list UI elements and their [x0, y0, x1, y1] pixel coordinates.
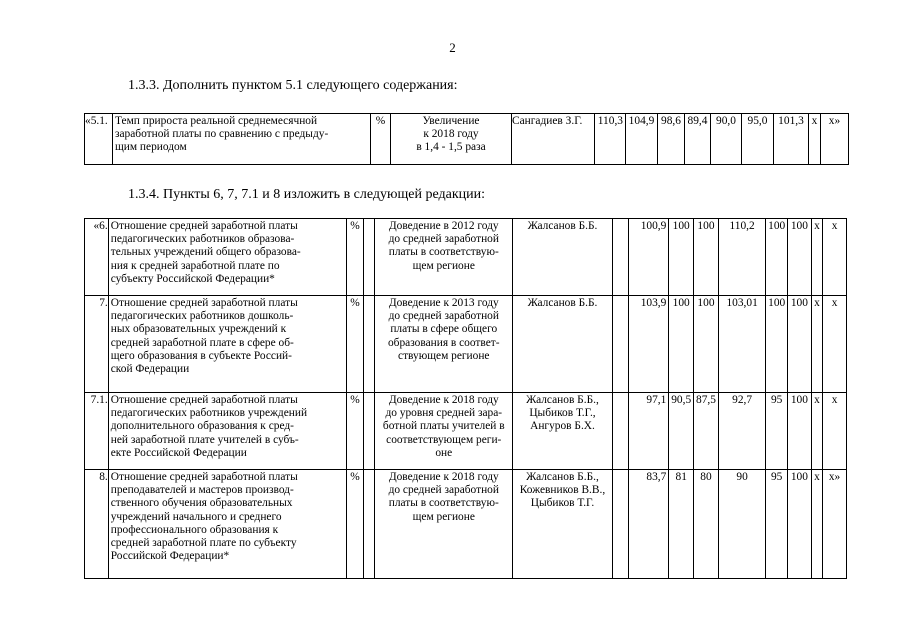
value-cell: 101,3 [774, 114, 809, 165]
row-number: 8. [85, 470, 109, 579]
value-cell: 100 [669, 219, 694, 296]
value-cell: х [811, 219, 822, 296]
target-cell: Доведение к 2018 году до уровня средней зара- ботной платы учителей в соответствующем реги- оне [375, 393, 513, 470]
value-cell: 98,6 [658, 114, 685, 165]
table-row [85, 393, 847, 470]
value-cell: 100 [788, 393, 812, 470]
value-cell: 100,9 [629, 219, 669, 296]
table-indicator-5-1 [84, 113, 849, 165]
row-number: 7.1. [85, 393, 109, 470]
section-heading-1-3-4: 1.3.4. Пункты 6, 7, 7.1 и 8 изложить в следующей редакции: [128, 187, 486, 202]
responsible-cell: Жалсанов Б.Б. [513, 219, 612, 296]
unit-cell: % [347, 393, 364, 470]
value-cell: 103,01 [718, 296, 765, 393]
value-cell: 90,0 [711, 114, 742, 165]
value-cell: 81 [669, 470, 694, 579]
unit-cell: % [371, 114, 391, 165]
value-cell: х» [823, 470, 847, 579]
table-row [85, 296, 847, 393]
value-cell: 100 [788, 470, 812, 579]
value-cell: 95 [766, 393, 788, 470]
value-cell: х [823, 219, 847, 296]
value-cell [612, 470, 629, 579]
value-cell: 87,5 [694, 393, 719, 470]
value-cell [612, 219, 629, 296]
table-indicators-6-8 [84, 218, 847, 579]
value-cell: х» [821, 114, 849, 165]
value-cell [612, 393, 629, 470]
responsible-cell: Жалсанов Б.Б., Цыбиков Т.Г., Ангуров Б.Х. [513, 393, 612, 470]
responsible-cell: Жалсанов Б.Б. [513, 296, 612, 393]
indicator-name: Отношение средней заработной платы педагогических работников учреждений дополнительного образования к сред- ней заработной плате учителей в субъ- екте Российской Федерации [108, 393, 347, 470]
page-number: 2 [449, 40, 456, 55]
table-row [85, 470, 847, 579]
value-cell: 83,7 [629, 470, 669, 579]
indicator-name: Отношение средней заработной платы педагогических работников образова- тельных учреждений общего образова- ния к средней заработной плате по субъекту Российской Федерации* [108, 219, 347, 296]
target-cell: Доведение к 2013 году до средней заработной платы в сфере общего образования в соответ- ствующем регионе [375, 296, 513, 393]
value-cell: 97,1 [629, 393, 669, 470]
unit-cell: % [347, 296, 364, 393]
value-cell: 100 [788, 219, 812, 296]
value-cell: 103,9 [629, 296, 669, 393]
table-row [85, 219, 847, 296]
value-cell: 104,9 [626, 114, 658, 165]
indicator-name: Отношение средней заработной платы преподавателей и мастеров производ- ственного обучения образовательных учреждений начального и среднего профессионального образования к средней заработной плате по субъекту Российской Федерации* [108, 470, 347, 579]
value-cell: 110,2 [718, 219, 765, 296]
value-cell: х [811, 296, 822, 393]
value-cell [612, 296, 629, 393]
target-cell: Увеличение к 2018 году в 1,4 - 1,5 раза [391, 114, 512, 165]
value-cell: 100 [694, 296, 719, 393]
responsible-cell: Сангадиев З.Г. [512, 114, 595, 165]
value-cell: 100 [788, 296, 812, 393]
value-cell: 80 [694, 470, 719, 579]
responsible-cell: Жалсанов Б.Б., Кожевников В.В., Цыбиков Т.Г. [513, 470, 612, 579]
value-cell: 110,3 [595, 114, 626, 165]
section-heading-1-3-3: 1.3.3. Дополнить пунктом 5.1 следующего содержания: [128, 78, 458, 93]
target-cell: Доведение к 2018 году до средней заработной платы в соответствую- щем регионе [375, 470, 513, 579]
value-cell: 92,7 [718, 393, 765, 470]
unit-cell: % [347, 219, 364, 296]
row-number: «6. [85, 219, 109, 296]
spacer-cell [363, 219, 374, 296]
value-cell: 90 [718, 470, 765, 579]
value-cell: 100 [669, 296, 694, 393]
value-cell: 100 [694, 219, 719, 296]
value-cell: 100 [766, 296, 788, 393]
row-number: «5.1. [85, 114, 113, 165]
value-cell: х [809, 114, 821, 165]
value-cell: 100 [766, 219, 788, 296]
value-cell: х [823, 393, 847, 470]
spacer-cell [363, 393, 374, 470]
value-cell: 90,5 [669, 393, 694, 470]
unit-cell: % [347, 470, 364, 579]
table-row [85, 114, 849, 165]
indicator-name: Отношение средней заработной платы педагогических работников дошколь- ных образовательных учреждений к средней заработной плате в сфере об- щего образования в субъекте Россий- ской Федерации [108, 296, 347, 393]
spacer-cell [363, 470, 374, 579]
value-cell: х [823, 296, 847, 393]
value-cell: 95 [766, 470, 788, 579]
indicator-name: Темп прироста реальной среднемесячной заработной платы по сравнению с предыду- щим периодом [113, 114, 371, 165]
value-cell: х [811, 470, 822, 579]
target-cell: Доведение в 2012 году до средней заработной платы в соответствую- щем регионе [375, 219, 513, 296]
value-cell: х [811, 393, 822, 470]
value-cell: 89,4 [685, 114, 711, 165]
spacer-cell [363, 296, 374, 393]
row-number: 7. [85, 296, 109, 393]
value-cell: 95,0 [742, 114, 774, 165]
